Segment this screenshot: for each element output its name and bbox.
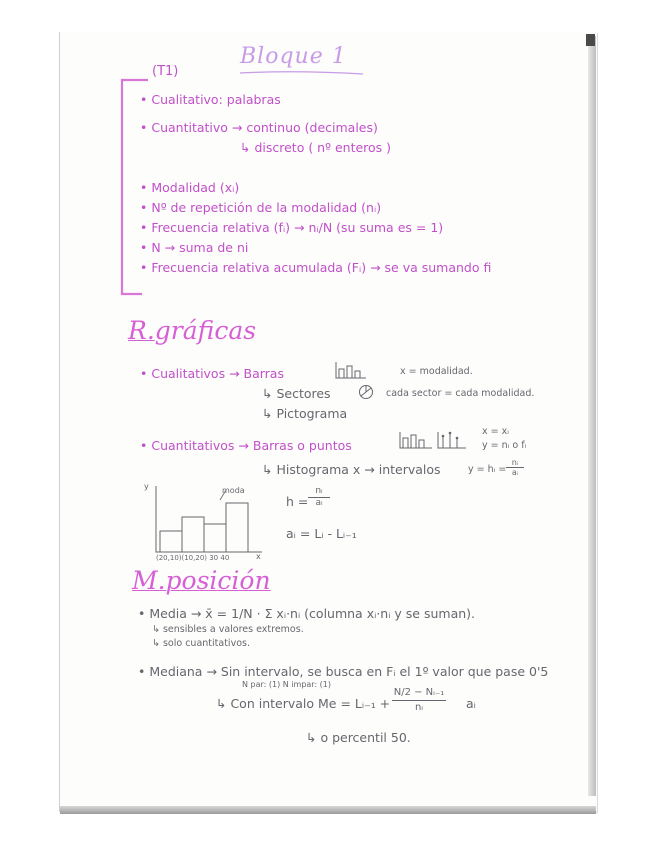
- hist-axis-x: x: [256, 552, 261, 561]
- heading-m: M.: [132, 566, 166, 595]
- hist-moda-label: moda: [222, 486, 245, 495]
- section-heading-posicion: [132, 566, 271, 595]
- cualitativos-text: • Cualitativos → Barras: [140, 366, 284, 381]
- heading-graficas: gráficas: [154, 316, 257, 345]
- xy-note-1: x = xᵢ: [482, 426, 509, 437]
- hist-y-note: y = hᵢ =: [468, 464, 507, 475]
- line-histograma: ↳ Histograma x → intervalos: [262, 462, 441, 477]
- cualitativo-text: • Cualitativo: palabras: [140, 92, 281, 107]
- hist-axis-y: y: [144, 482, 149, 491]
- histogram-bar: [160, 531, 182, 552]
- line-frecuencia-acumulada: • Frecuencia relativa acumulada (Fᵢ) → se va sumando fi: [140, 260, 492, 275]
- frac-den: nᵢ: [414, 702, 424, 713]
- line-con-intervalo: ↳ Con intervalo Me = Lᵢ₋₁ +: [216, 696, 391, 711]
- dot-chart-icon: [398, 430, 468, 450]
- page-title: Bloque 1: [240, 44, 347, 69]
- h-fraction: $\frac{\text{nᵢ}}{\text{aᵢ}}$: [308, 486, 330, 509]
- barras-note: x = modalidad.: [400, 366, 473, 377]
- histogram-bar: [226, 503, 248, 552]
- media-note-1: ↳ sensibles a valores extremos.: [152, 624, 304, 635]
- line-pictograma: ↳ Pictograma: [262, 406, 348, 421]
- line-media: [138, 606, 475, 621]
- topic-label: (T1): [152, 64, 179, 79]
- pie-chart-icon: [358, 384, 374, 400]
- section-heading-graficas: [128, 316, 256, 345]
- page-edge-bottom: [60, 806, 596, 814]
- mediana-fraction: [392, 686, 446, 715]
- mediana-par-note: N par: (1) N impar: (1): [242, 680, 332, 689]
- line-repeticion: • Nº de repetición de la modalidad (nᵢ): [140, 200, 382, 215]
- line-n-suma: • N → suma de ni: [140, 240, 249, 255]
- histogram-bar: [182, 517, 204, 552]
- heading-posicion: posición: [165, 566, 271, 595]
- hist-y-fraction: $\frac{\text{nᵢ}}{\text{aᵢ}}$: [506, 458, 524, 477]
- line-sectores: ↳ Sectores: [262, 386, 331, 401]
- line-percentil: ↳ o percentil 50.: [306, 730, 411, 745]
- frac-num: N/2 − Nᵢ₋₁: [392, 686, 446, 701]
- line-modalidad: • Modalidad (xᵢ): [140, 180, 240, 195]
- line-cuantitativos: [140, 438, 352, 453]
- bar-chart-icon: [334, 360, 368, 380]
- media-text: • Media → x̄ = 1/N · Σ xᵢ·nᵢ (columna xᵢ·nᵢ y se suman).: [138, 606, 476, 621]
- heading-r: R.: [128, 316, 155, 345]
- frac-tail: aᵢ: [466, 696, 476, 711]
- histogram-bar: [204, 524, 226, 552]
- sectores-note: cada sector = cada modalidad.: [386, 388, 535, 399]
- h-formula: h =: [286, 494, 309, 509]
- histogram-axes: [156, 486, 262, 552]
- media-note-2: ↳ solo cuantitativos.: [152, 638, 250, 649]
- cuantitativos-text: • Cuantitativos → Barras o puntos: [140, 438, 352, 453]
- line-mediana: [138, 664, 548, 679]
- title-underline: [238, 70, 368, 76]
- line-frecuencia-relativa: • Frecuencia relativa (fᵢ) → nᵢ/N (su suma es = 1): [140, 220, 444, 235]
- line-cuantitativo: • Cuantitativo → continuo (decimales): [140, 120, 378, 135]
- line-cualitativo: [140, 92, 281, 107]
- page-edge-right: [588, 36, 596, 796]
- hist-ticks: (20,10)(10,20) 30 40: [156, 554, 230, 562]
- line-discreto: ↳ discreto ( nº enteros ): [240, 140, 392, 155]
- page-corner-tab: [586, 34, 595, 46]
- line-cualitativos: [140, 366, 284, 381]
- mediana-text: • Mediana → Sin intervalo, se busca en Fᵢ el 1º valor que pase 0'5: [138, 664, 549, 679]
- xy-note-2: y = nᵢ o fᵢ: [482, 440, 527, 451]
- a-formula: aᵢ = Lᵢ - Lᵢ₋₁: [286, 526, 357, 541]
